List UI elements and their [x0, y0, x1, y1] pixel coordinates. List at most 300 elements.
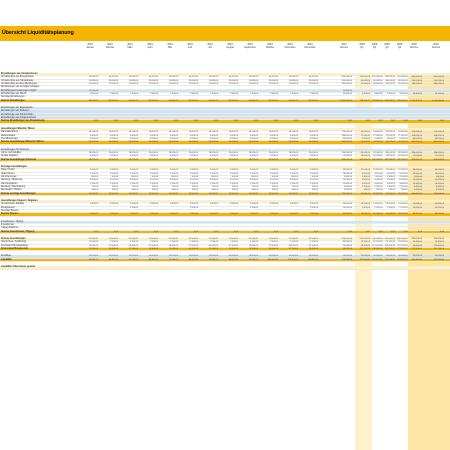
table-cell[interactable]: 45.000,00 [385, 83, 395, 86]
table-cell[interactable]: 2.500,00 [386, 206, 395, 209]
table-cell[interactable]: 34.000,00 [208, 158, 218, 161]
table-cell[interactable]: 20.000,00 [412, 255, 422, 258]
table-cell[interactable]: 2.000,00 [269, 179, 278, 182]
table-cell[interactable]: 81.500,00 [248, 238, 258, 241]
table-cell[interactable]: 10.000,00 [342, 206, 352, 209]
table-cell[interactable]: 86.500,00 [288, 244, 298, 247]
table-cell[interactable]: 4.500,00 [149, 203, 158, 206]
table-cell[interactable]: 86.200,00 [148, 99, 158, 102]
table-cell[interactable]: 86.200,00 [128, 99, 138, 102]
table-cell[interactable]: 50.000,00 [188, 76, 198, 79]
table-cell[interactable]: 6.000,00 [209, 155, 218, 158]
table-cell[interactable]: 3.000,00 [89, 137, 98, 140]
table-cell[interactable]: 16.000,00 [360, 213, 370, 216]
table-cell[interactable]: 336.000,00 [411, 151, 422, 154]
table-cell[interactable]: 2.100,00 [361, 185, 370, 188]
table-cell[interactable]: 2.500,00 [399, 206, 408, 209]
table-cell[interactable]: 4.500,00 [109, 203, 118, 206]
table-cell[interactable]: 0,00 [378, 120, 383, 123]
table-cell[interactable]: 240.000,00 [433, 79, 444, 82]
table-cell[interactable]: 2.500,00 [189, 206, 198, 209]
table-cell[interactable]: 67.400,00 [228, 244, 238, 247]
table-cell[interactable]: 2.500,00 [129, 206, 138, 209]
table-cell[interactable]: 19.100,00 [385, 241, 395, 244]
table-cell[interactable]: 700,00 [111, 185, 118, 188]
table-cell[interactable]: 0,00 [417, 120, 422, 123]
table-cell[interactable]: 2.000,00 [129, 179, 138, 182]
table-cell[interactable]: 18.000,00 [360, 155, 370, 158]
table-cell[interactable]: 1.200,00 [269, 93, 278, 96]
table-cell[interactable]: 4.500,00 [229, 213, 238, 216]
table-cell[interactable]: 0,00 [253, 230, 258, 233]
table-cell[interactable]: 6.000,00 [169, 155, 178, 158]
table-cell[interactable]: 2.000,00 [209, 179, 218, 182]
table-cell[interactable]: 28.000,00 [88, 151, 98, 154]
table-cell[interactable]: 61.100,00 [128, 258, 138, 261]
table-cell[interactable]: 10.500,00 [248, 192, 258, 195]
table-cell[interactable]: 2.000,00 [249, 179, 258, 182]
table-cell[interactable]: 6.000,00 [89, 155, 98, 158]
table-cell[interactable]: 18.000,00 [168, 131, 178, 134]
table-cell[interactable]: 7.000,00 [249, 213, 258, 216]
table-cell[interactable]: 18.000,00 [308, 131, 318, 134]
table-cell[interactable]: 10.500,00 [308, 192, 318, 195]
table-cell[interactable]: 30.000,00 [208, 141, 218, 144]
table-cell[interactable]: 102.000,00 [372, 158, 383, 161]
table-cell[interactable]: 1.200,00 [109, 93, 118, 96]
table-cell[interactable]: 300,00 [311, 189, 318, 192]
table-cell[interactable]: 3.600,00 [399, 182, 408, 185]
table-cell[interactable]: 36.000,00 [434, 137, 444, 140]
table-cell[interactable]: 137.500,00 [359, 258, 370, 261]
table-cell[interactable]: 216.000,00 [341, 131, 352, 134]
table-cell[interactable]: 50.000,00 [308, 76, 318, 79]
table-cell[interactable]: 4.000,00 [289, 169, 298, 172]
table-cell[interactable]: 0,00 [365, 230, 370, 233]
table-cell[interactable]: 155.700,00 [384, 248, 395, 251]
table-cell[interactable]: 67.400,00 [208, 248, 218, 251]
table-cell[interactable]: 0,00 [313, 230, 318, 233]
table-cell[interactable]: 0,00 [293, 120, 298, 123]
table-cell[interactable]: 64.000,00 [434, 213, 444, 216]
table-cell[interactable]: 19.100,00 [398, 241, 408, 244]
table-cell[interactable]: 90.000,00 [385, 141, 395, 144]
table-cell[interactable]: 216.000,00 [411, 131, 422, 134]
table-cell[interactable]: 29.200,00 [88, 248, 98, 251]
table-cell[interactable]: 1.500,00 [109, 172, 118, 175]
table-cell[interactable]: 18.000,00 [412, 172, 422, 175]
table-cell[interactable]: 3.600,00 [361, 93, 370, 96]
table-cell[interactable]: 1.500,00 [149, 172, 158, 175]
table-cell[interactable]: 9.000,00 [309, 134, 318, 137]
table-cell[interactable]: 4.500,00 [229, 203, 238, 206]
table-cell[interactable]: 300,00 [271, 189, 278, 192]
table-cell[interactable]: 150.000,00 [397, 76, 408, 79]
table-cell[interactable]: 3.600,00 [386, 93, 395, 96]
table-cell[interactable]: 34.000,00 [268, 158, 278, 161]
table-cell[interactable]: 8.400,00 [343, 185, 352, 188]
table-cell[interactable]: 55.500,00 [168, 248, 178, 251]
table-cell[interactable]: 4.500,00 [169, 203, 178, 206]
table-cell[interactable]: 34.000,00 [188, 158, 198, 161]
table-cell[interactable]: 136.600,00 [372, 248, 383, 251]
table-cell[interactable]: 1.200,00 [209, 182, 218, 185]
table-cell[interactable]: 20.000,00 [308, 255, 318, 258]
table-cell[interactable]: 0,00 [213, 120, 218, 123]
table-cell[interactable]: 7.000,00 [189, 213, 198, 216]
table-cell[interactable]: 19.100,00 [360, 241, 370, 244]
table-cell[interactable]: 79.000,00 [88, 238, 98, 241]
table-cell[interactable]: 20.000,00 [228, 79, 238, 82]
table-cell[interactable]: 239.500,00 [372, 238, 383, 241]
table-cell[interactable]: 0,00 [213, 230, 218, 233]
table-cell[interactable]: 28.000,00 [168, 151, 178, 154]
table-cell[interactable]: 4.000,00 [229, 169, 238, 172]
table-cell[interactable]: 20.000,00 [128, 79, 138, 82]
table-cell[interactable]: 102.000,00 [397, 158, 408, 161]
table-cell[interactable]: 54.000,00 [412, 203, 422, 206]
table-cell[interactable]: 1.200,00 [89, 182, 98, 185]
table-cell[interactable]: 3.600,00 [343, 189, 352, 192]
table-cell[interactable]: 600.000,00 [341, 76, 352, 79]
table-cell[interactable]: 7.200,00 [269, 241, 278, 244]
table-cell[interactable]: 1.200,00 [229, 182, 238, 185]
table-cell[interactable]: 12.000,00 [88, 89, 98, 92]
table-cell[interactable]: 7.200,00 [109, 241, 118, 244]
table-cell[interactable]: 300,00 [251, 189, 258, 192]
table-cell[interactable]: 90.000,00 [360, 141, 370, 144]
table-cell[interactable]: 48.300,00 [168, 244, 178, 247]
table-cell[interactable]: 117.500,00 [359, 248, 370, 251]
table-cell[interactable]: 300,00 [151, 189, 158, 192]
table-cell[interactable]: 15.000,00 [168, 83, 178, 86]
table-cell[interactable]: 9.000,00 [129, 134, 138, 137]
table-cell[interactable]: 72.000,00 [412, 155, 422, 158]
table-cell[interactable]: 10.500,00 [108, 192, 118, 195]
table-cell[interactable]: 72.000,00 [342, 155, 352, 158]
table-cell[interactable]: 7.200,00 [289, 241, 298, 244]
table-cell[interactable]: 50.000,00 [88, 76, 98, 79]
table-cell[interactable]: 800,00 [171, 175, 178, 178]
table-cell[interactable]: 4.500,00 [169, 213, 178, 216]
table-cell[interactable]: 74.600,00 [248, 244, 258, 247]
table-cell[interactable]: 108.000,00 [433, 134, 444, 137]
table-cell[interactable]: 3.000,00 [269, 137, 278, 140]
table-cell[interactable]: 258.600,00 [384, 99, 395, 102]
table-cell[interactable]: 2.400,00 [399, 175, 408, 178]
table-cell[interactable]: 2.500,00 [374, 206, 383, 209]
table-cell[interactable]: 0,00 [93, 120, 98, 123]
table-cell[interactable]: 1.034.400,00 [409, 99, 422, 102]
table-cell[interactable]: 155.700,00 [397, 244, 408, 247]
table-cell[interactable]: 3.000,00 [149, 137, 158, 140]
table-cell[interactable]: 700,00 [251, 185, 258, 188]
table-cell[interactable]: 20.000,00 [268, 79, 278, 82]
table-cell[interactable]: 1.200,00 [189, 182, 198, 185]
table-cell[interactable]: 4.500,00 [189, 203, 198, 206]
table-cell[interactable]: 20.000,00 [373, 255, 383, 258]
table-cell[interactable]: 9.000,00 [361, 137, 370, 140]
table-cell[interactable]: 54.000,00 [434, 203, 444, 206]
table-cell[interactable]: 2.100,00 [374, 185, 383, 188]
table-cell[interactable]: 34.000,00 [148, 158, 158, 161]
table-cell[interactable]: 113.700,00 [287, 258, 298, 261]
table-cell[interactable]: 10.500,00 [128, 192, 138, 195]
table-cell[interactable]: 8.400,00 [413, 185, 422, 188]
table-cell[interactable]: 50.000,00 [288, 76, 298, 79]
table-cell[interactable]: 600.000,00 [433, 76, 444, 79]
table-cell[interactable]: 0,00 [417, 230, 422, 233]
table-cell[interactable]: 6.000,00 [399, 179, 408, 182]
table-cell[interactable]: 45.000,00 [373, 83, 383, 86]
table-cell[interactable]: 150.000,00 [384, 76, 395, 79]
table-cell[interactable]: 41.100,00 [128, 248, 138, 251]
table-cell[interactable]: 0,00 [153, 120, 158, 123]
table-cell[interactable]: 50.000,00 [268, 76, 278, 79]
table-cell[interactable]: 30.000,00 [188, 141, 198, 144]
table-cell[interactable]: 239.500,00 [384, 238, 395, 241]
table-cell[interactable]: 3.000,00 [209, 137, 218, 140]
table-cell[interactable]: 150.000,00 [372, 76, 383, 79]
table-cell[interactable]: 258.600,00 [372, 99, 383, 102]
table-cell[interactable]: 20.000,00 [88, 79, 98, 82]
table-cell[interactable]: 60.000,00 [398, 79, 408, 82]
table-cell[interactable]: 4.500,00 [249, 203, 258, 206]
table-cell[interactable]: 3.000,00 [169, 137, 178, 140]
table-cell[interactable]: 3.600,00 [361, 182, 370, 185]
table-cell[interactable]: 10.500,00 [148, 192, 158, 195]
table-cell[interactable]: 10.000,00 [88, 244, 98, 247]
table-cell[interactable]: 0,00 [403, 120, 408, 123]
table-cell[interactable]: 1.200,00 [289, 93, 298, 96]
table-cell[interactable]: 50.000,00 [148, 76, 158, 79]
table-cell[interactable]: 360.000,00 [341, 141, 352, 144]
table-cell[interactable]: 408.000,00 [433, 158, 444, 161]
table-cell[interactable]: 28.000,00 [208, 151, 218, 154]
table-cell[interactable]: 16.000,00 [398, 213, 408, 216]
table-cell[interactable]: 0,00 [133, 230, 138, 233]
table-cell[interactable]: 13.500,00 [385, 203, 395, 206]
table-cell[interactable]: 64.000,00 [342, 213, 352, 216]
table-cell[interactable]: 800,00 [271, 175, 278, 178]
table-cell[interactable]: 98.400,00 [342, 248, 352, 251]
table-cell[interactable]: 1.200,00 [249, 93, 258, 96]
table-cell[interactable]: 4.000,00 [129, 169, 138, 172]
table-cell[interactable]: 4.000,00 [269, 169, 278, 172]
table-cell[interactable]: 6.000,00 [386, 179, 395, 182]
table-cell[interactable]: 408.000,00 [411, 158, 422, 161]
table-cell[interactable]: 800,00 [311, 175, 318, 178]
table-cell[interactable]: 86.200,00 [208, 99, 218, 102]
table-cell[interactable]: 2.000,00 [89, 179, 98, 182]
table-cell[interactable]: 60.000,00 [360, 79, 370, 82]
table-cell[interactable]: 800,00 [151, 175, 158, 178]
table-cell[interactable]: 45.000,00 [398, 83, 408, 86]
table-cell[interactable]: 1.500,00 [229, 172, 238, 175]
table-cell[interactable]: 18.000,00 [342, 172, 352, 175]
table-cell[interactable]: 3.000,00 [309, 137, 318, 140]
table-cell[interactable]: 79.300,00 [248, 248, 258, 251]
table-cell[interactable]: 28.000,00 [268, 151, 278, 154]
table-cell[interactable]: 1.200,00 [229, 93, 238, 96]
table-cell[interactable]: 20.000,00 [188, 79, 198, 82]
table-cell[interactable]: 800,00 [191, 175, 198, 178]
table-cell[interactable]: 174.800,00 [411, 248, 422, 251]
table-cell[interactable]: 27.000,00 [398, 134, 408, 137]
table-cell[interactable]: 1.500,00 [189, 172, 198, 175]
table-cell[interactable]: 958.000,00 [341, 238, 352, 241]
table-cell[interactable]: 1.200,00 [169, 93, 178, 96]
table-cell[interactable]: 12.000,00 [373, 169, 383, 172]
table-cell[interactable]: 4.000,00 [149, 169, 158, 172]
table-cell[interactable]: 7.200,00 [149, 241, 158, 244]
table-cell[interactable]: 16.000,00 [373, 213, 383, 216]
table-cell[interactable]: 9.000,00 [149, 134, 158, 137]
table-cell[interactable]: 1.200,00 [189, 93, 198, 96]
table-cell[interactable]: 80.200,00 [188, 258, 198, 261]
table-cell[interactable]: 4.700,00 [129, 241, 138, 244]
table-cell[interactable]: 0,00 [439, 120, 444, 123]
table-cell[interactable]: 79.000,00 [148, 238, 158, 241]
table-cell[interactable]: 6.000,00 [269, 155, 278, 158]
table-cell[interactable]: 34.000,00 [308, 158, 318, 161]
table-cell[interactable]: 0,00 [273, 230, 278, 233]
table-cell[interactable]: 6.000,00 [374, 179, 383, 182]
table-cell[interactable]: 9.600,00 [413, 175, 422, 178]
table-cell[interactable]: 90.000,00 [398, 141, 408, 144]
table-cell[interactable]: 15.000,00 [288, 83, 298, 86]
table-cell[interactable]: 4.500,00 [89, 203, 98, 206]
table-cell[interactable]: 14.400,00 [434, 182, 444, 185]
table-cell[interactable]: 4.500,00 [374, 172, 383, 175]
table-cell[interactable]: 18.000,00 [128, 131, 138, 134]
table-cell[interactable]: 600.000,00 [411, 76, 422, 79]
table-cell[interactable]: 9.000,00 [209, 134, 218, 137]
table-cell[interactable]: 1.200,00 [129, 93, 138, 96]
table-cell[interactable]: 194.800,00 [411, 258, 422, 261]
table-cell[interactable]: 108.000,00 [411, 134, 422, 137]
table-cell[interactable]: 54.000,00 [360, 131, 370, 134]
table-cell[interactable]: 258.600,00 [359, 99, 370, 102]
table-cell[interactable]: 28.000,00 [308, 151, 318, 154]
table-cell[interactable]: 1.034.400,00 [431, 99, 444, 102]
table-cell[interactable]: 54.000,00 [398, 131, 408, 134]
table-cell[interactable]: 2.400,00 [361, 175, 370, 178]
table-cell[interactable]: 18.000,00 [108, 131, 118, 134]
table-cell[interactable]: 900,00 [388, 189, 395, 192]
table-cell[interactable]: 98.400,00 [308, 248, 318, 251]
table-cell[interactable]: 958.000,00 [411, 238, 422, 241]
table-cell[interactable]: 18.000,00 [148, 131, 158, 134]
table-cell[interactable]: 27.000,00 [385, 134, 395, 137]
table-cell[interactable]: 0,00 [253, 120, 258, 123]
table-cell[interactable]: 300,00 [111, 189, 118, 192]
table-cell[interactable]: 20.000,00 [128, 255, 138, 258]
table-cell[interactable]: 36.000,00 [342, 137, 352, 140]
table-cell[interactable]: 240.000,00 [341, 79, 352, 82]
table-cell[interactable]: 81.500,00 [188, 238, 198, 241]
table-cell[interactable]: 1.200,00 [129, 182, 138, 185]
table-cell[interactable]: 84.000,00 [373, 151, 383, 154]
table-cell[interactable]: 9.000,00 [109, 134, 118, 137]
table-cell[interactable]: 7.200,00 [209, 241, 218, 244]
table-cell[interactable]: 4.500,00 [289, 213, 298, 216]
table-cell[interactable]: 0,00 [133, 120, 138, 123]
table-cell[interactable]: 86.200,00 [268, 99, 278, 102]
table-cell[interactable]: 93.700,00 [308, 244, 318, 247]
table-cell[interactable]: 15.000,00 [268, 83, 278, 86]
table-cell[interactable]: 30.000,00 [148, 141, 158, 144]
table-cell[interactable]: 4.500,00 [309, 203, 318, 206]
table-cell[interactable]: 13.500,00 [398, 203, 408, 206]
table-cell[interactable]: 20.000,00 [168, 255, 178, 258]
table-cell[interactable]: 10.000,00 [434, 206, 444, 209]
table-cell[interactable]: 20.000,00 [188, 255, 198, 258]
table-cell[interactable]: 300,00 [191, 189, 198, 192]
table-cell[interactable]: 2.000,00 [189, 179, 198, 182]
table-cell[interactable]: 300,00 [171, 189, 178, 192]
table-cell[interactable]: 20.000,00 [342, 255, 352, 258]
table-cell[interactable]: 50.000,00 [168, 76, 178, 79]
table-cell[interactable]: 48.000,00 [342, 169, 352, 172]
table-cell[interactable]: 84.000,00 [385, 151, 395, 154]
table-cell[interactable]: 30.000,00 [268, 141, 278, 144]
table-cell[interactable]: 87.400,00 [208, 258, 218, 261]
table-cell[interactable]: 18.000,00 [398, 155, 408, 158]
table-cell[interactable]: 9.000,00 [386, 137, 395, 140]
table-cell[interactable]: 7.000,00 [309, 213, 318, 216]
table-cell[interactable]: 9.000,00 [399, 137, 408, 140]
table-cell[interactable]: 700,00 [171, 185, 178, 188]
table-cell[interactable]: 4.500,00 [149, 213, 158, 216]
table-cell[interactable]: 6.000,00 [229, 155, 238, 158]
table-cell[interactable]: 4.500,00 [109, 213, 118, 216]
table-cell[interactable]: 800,00 [211, 175, 218, 178]
table-cell[interactable]: 28.000,00 [148, 151, 158, 154]
table-cell[interactable]: 79.000,00 [168, 238, 178, 241]
table-cell[interactable]: 54.000,00 [373, 131, 383, 134]
table-cell[interactable]: 30.000,00 [308, 141, 318, 144]
table-cell[interactable]: 24.000,00 [412, 179, 422, 182]
table-cell[interactable]: 18.000,00 [88, 131, 98, 134]
table-cell[interactable]: 20.000,00 [398, 255, 408, 258]
table-cell[interactable]: 3.000,00 [229, 137, 238, 140]
table-cell[interactable]: 79.000,00 [108, 238, 118, 241]
table-cell[interactable]: 28.000,00 [108, 151, 118, 154]
table-cell[interactable]: 0,00 [378, 230, 383, 233]
table-cell[interactable]: 7.200,00 [169, 241, 178, 244]
table-cell[interactable]: 1.200,00 [309, 93, 318, 96]
table-cell[interactable]: 1.200,00 [89, 93, 98, 96]
table-cell[interactable]: 18.000,00 [188, 131, 198, 134]
table-cell[interactable]: 4.700,00 [309, 241, 318, 244]
table-cell[interactable]: 60.000,00 [385, 79, 395, 82]
table-cell[interactable]: 34.000,00 [248, 158, 258, 161]
table-cell[interactable]: 6.000,00 [189, 155, 198, 158]
table-cell[interactable]: 700,00 [231, 185, 238, 188]
table-cell[interactable]: 408.000,00 [341, 158, 352, 161]
table-cell[interactable]: 15.000,00 [228, 83, 238, 86]
table-cell[interactable]: 20.000,00 [88, 255, 98, 258]
table-cell[interactable]: 10.500,00 [88, 192, 98, 195]
table-cell[interactable]: 64.000,00 [412, 213, 422, 216]
table-cell[interactable]: 900,00 [376, 189, 383, 192]
table-cell[interactable]: 0,00 [439, 230, 444, 233]
table-cell[interactable]: 3.000,00 [189, 137, 198, 140]
table-cell[interactable]: 84.000,00 [398, 151, 408, 154]
table-cell[interactable]: 700,00 [311, 185, 318, 188]
table-cell[interactable]: 86.200,00 [288, 99, 298, 102]
